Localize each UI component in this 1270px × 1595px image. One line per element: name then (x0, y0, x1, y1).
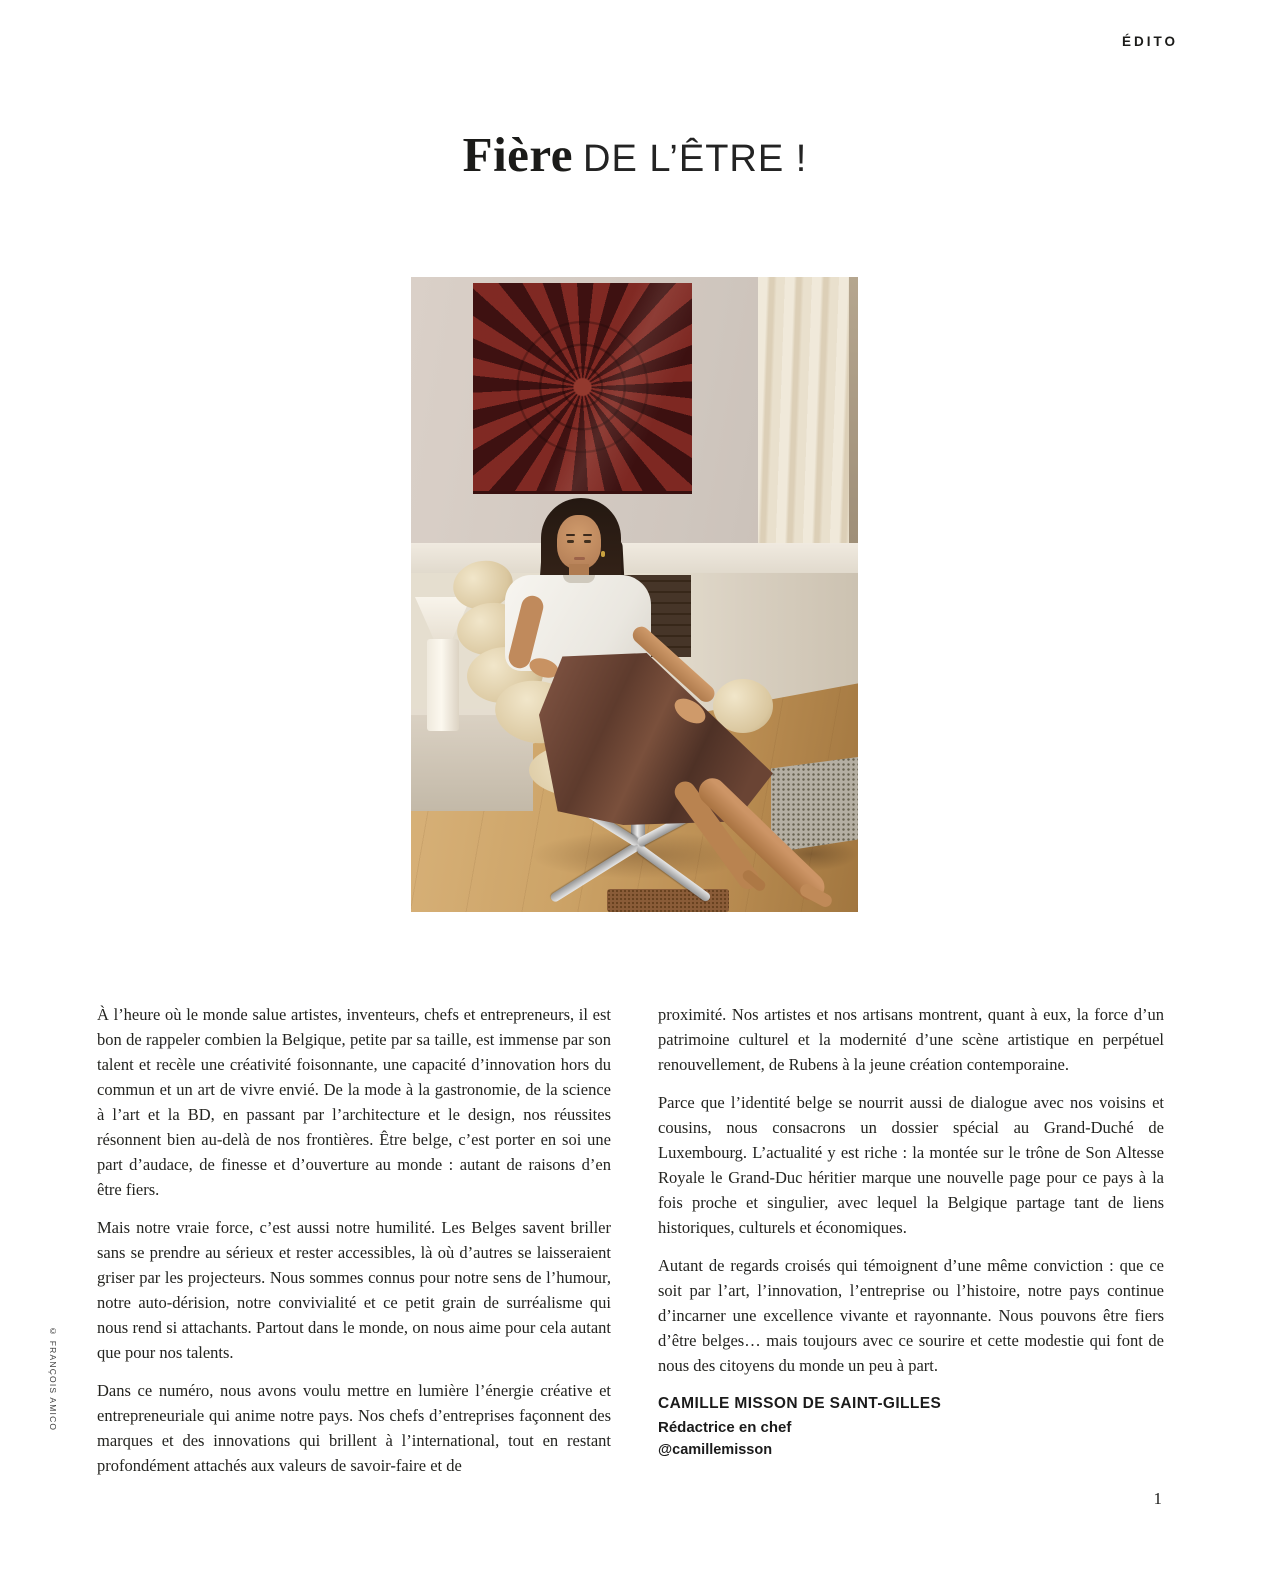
photo-rug (607, 889, 729, 912)
section-label: ÉDITO (1121, 34, 1178, 49)
photo-woman-earring (601, 551, 605, 557)
author-role: Rédactrice en chef (658, 1419, 792, 1436)
article-paragraph: Autant de regards croisés qui témoignent d’une même conviction : que ce soit par l’art, l’innovation, l’entreprise ou l’histoire, notre pays continue d’incarner une excellence vivante et rayonnante. Nous pouvons être fiers d’être belges… mais toujours avec ce sourire et cette modestie qui font de nous des citoyens du monde un peu à part. (658, 1256, 1164, 1375)
author-name: CAMILLE MISSON DE SAINT-GILLES (658, 1395, 942, 1412)
photo-credit: © FRANÇOIS AMICO (48, 1326, 58, 1432)
article-paragraph: Dans ce numéro, nous avons voulu mettre en lumière l’énergie créative et entrepreneuriale qui anime notre pays. Nos chefs d’entreprises façonnent des marques et des innovations qui brillent à l’international, tout en restant profondément attachés aux valeurs de savoir-faire et de (97, 1381, 611, 1475)
article-paragraph: Mais notre vraie force, c’est aussi notre humilité. Les Belges savent briller sans se prendre au sérieux et rester accessibles, là où d’autres se laisseraient griser par les projecteurs. Nous sommes connus pour notre sens de l’humour, notre auto-dérision, notre convivialité et ce petit grain de surréalisme qui nous rend si attachants. Partout dans le monde, on nous aime pour cela autant que pour nos talents. (97, 1218, 611, 1362)
signature-block (658, 1392, 1164, 1462)
author-handle: @camillemisson (658, 1442, 773, 1458)
title-emphasis: Fière (462, 127, 574, 182)
article-paragraph: Parce que l’identité belge se nourrit aussi de dialogue avec nos voisins et cousins, nous consacrons un dossier spécial au Grand-Duché de Luxembourg. L’actualité y est riche : la montée sur le trône de Son Altesse Royale le Grand-Duc héritier marque une nouvelle page pour ce pays à la fois proche et singulier, avec lequel la Belgique partage tant de liens historiques, culturels et économiques. (658, 1093, 1164, 1237)
photo-woman-lips (574, 557, 585, 560)
editorial-photo (411, 277, 858, 912)
photo-woman-eyebrow (583, 534, 592, 536)
photo-woman-face (557, 515, 601, 569)
article-paragraph: À l’heure où le monde salue artistes, inventeurs, chefs et entrepreneurs, il est bon de rappeler combien la Belgique, petite par sa taille, est immense par son talent et recèle une créativité foisonnante, une capacité d’innovation hors du commun et un art de vivre envié. De la mode à la gastronomie, de la science à l’art et la BD, en passant par l’architecture et le design, nos réussites résonnent bien au-delà de nos frontières. Être belge, c’est porter en soi une part d’audace, de finesse et d’ouverture au monde : autant de raisons d’en être fiers. (97, 1005, 611, 1199)
article-column-right (658, 1002, 1164, 1462)
photo-woman-eyebrow (566, 534, 575, 536)
page-title (0, 126, 1270, 183)
photo-woman-eye (567, 540, 574, 543)
photo-lamp-base (427, 639, 459, 731)
title-rest: DE L’ÊTRE ! (583, 138, 808, 180)
photo-artwork-sheen (473, 283, 692, 491)
photo-radiator-grille (771, 757, 858, 853)
article-column-left (97, 1002, 611, 1491)
page-number: 1 (1153, 1489, 1162, 1508)
photo-tshirt-collar (563, 575, 595, 583)
article-paragraph: proximité. Nos artistes et nos artisans montrent, quant à eux, la force d’un patrimoine culturel et la modernité d’une scène artistique en perpétuel renouvellement, de Rubens à la jeune création contemporaine. (658, 1005, 1164, 1074)
photo-woman-eye (584, 540, 591, 543)
